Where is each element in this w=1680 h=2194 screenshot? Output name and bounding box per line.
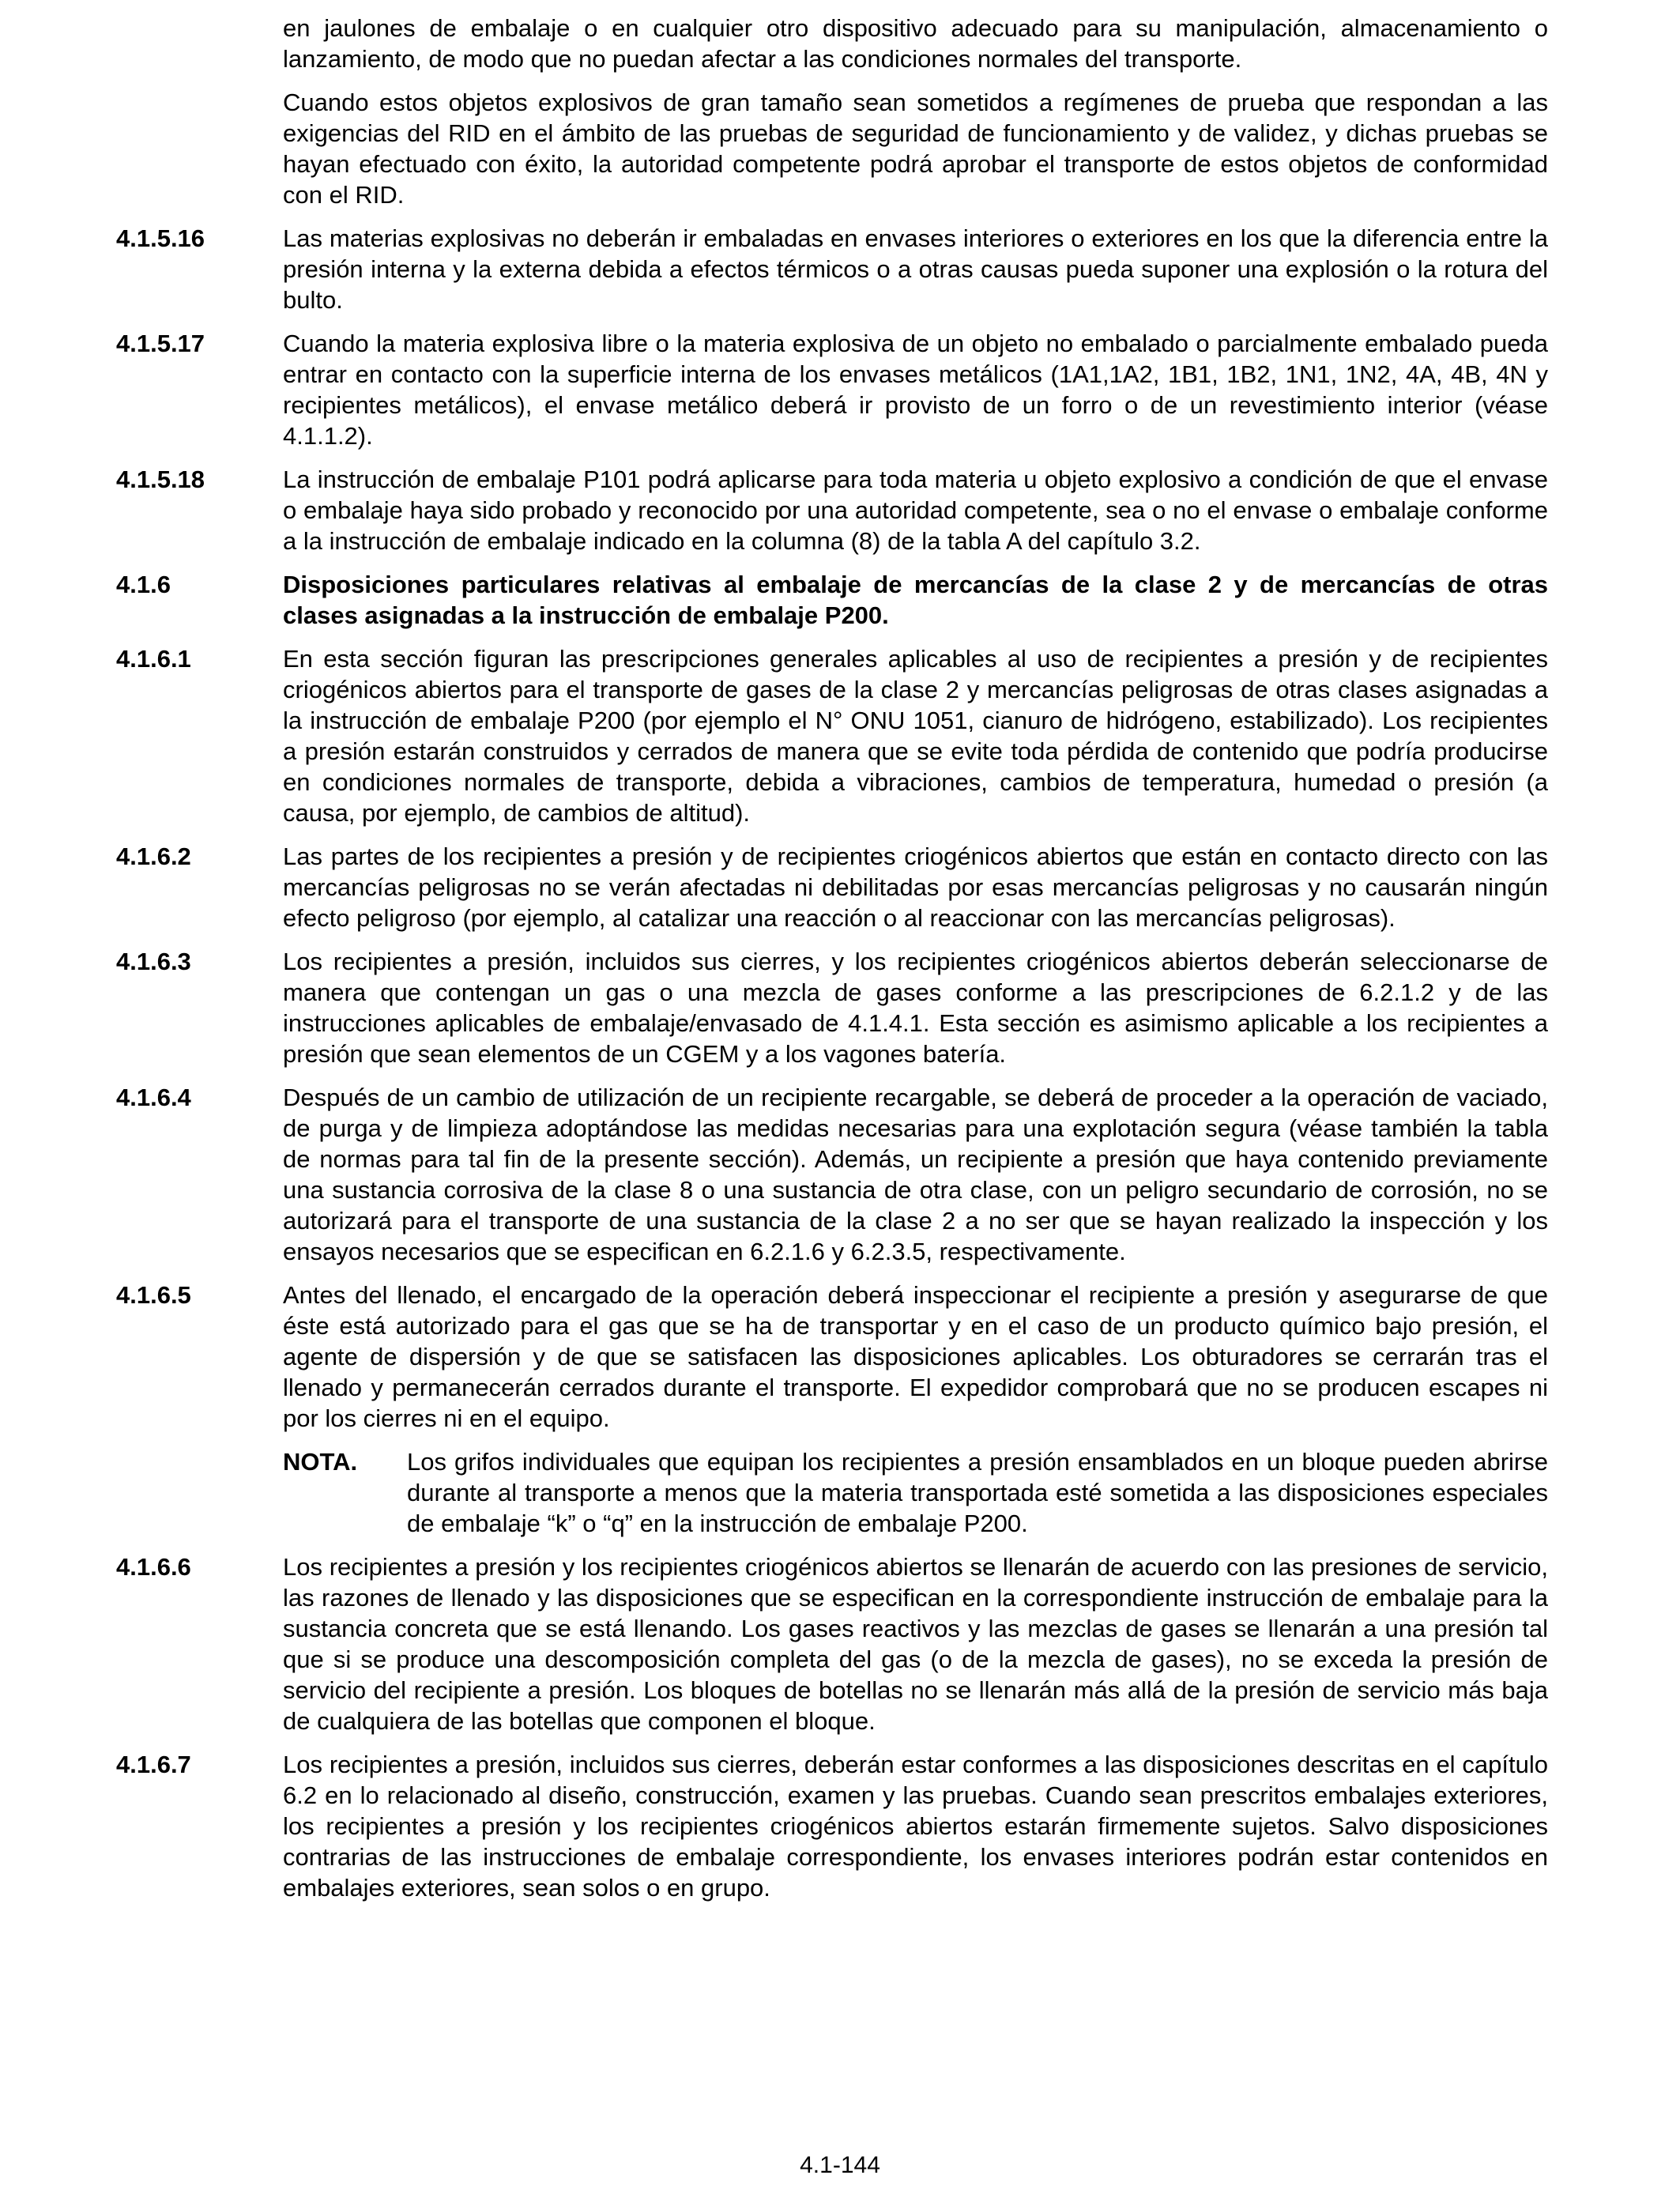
section-heading: Disposiciones particulares relativas al embalaje de mercancías de la clase 2 y de mercancías de otras clases asignadas a la instrucción de embalaje P200.: [283, 571, 1548, 629]
section-number: 4.1.5.16: [116, 224, 205, 252]
section-text: En esta sección figuran las prescripciones generales aplicables al uso de recipientes a presión y de recipientes criogénicos abiertos para el transporte de gases de la clase 2 y mercancías peligrosas de otras clases asignadas a la instrucción de embalaje P200 (por ejemplo el N° ONU 1051, cianuro de hidrógeno, estabilizado). Los recipientes a presión estarán construidos y cerrados de manera que se evite toda pérdida de contenido que podría producirse en condiciones normales de transporte, debida a vibraciones, cambios de temperatura, humedad o presión (a causa, por ejemplo, de cambios de altitud).: [283, 645, 1548, 827]
section-number: 4.1.6.5: [116, 1281, 191, 1309]
page-content: [116, 13, 1548, 1916]
section-4-1-6-3: [116, 946, 1548, 1069]
section-4-1-6-7: [116, 1749, 1548, 1903]
section-4-1-6-heading: [116, 569, 1548, 631]
section-number: 4.1.5.18: [116, 466, 205, 493]
paragraph-text: en jaulones de embalaje o en cualquier otro dispositivo adecuado para su manipulación, almacenamiento o lanzamiento, de modo que no puedan afectar a las condiciones normales del transporte.: [283, 14, 1548, 73]
section-text: Antes del llenado, el encargado de la operación deberá inspeccionar el recipiente a presión y asegurarse de que éste está autorizado para el gas que se ha de transportar y en el caso de un producto químico bajo presión, el agente de dispersión y de que se satisfacen las disposiciones aplicables. Los obturadores se cerrarán tras el llenado y permanecerán cerrados durante el transporte. El expedidor comprobará que no se producen escapes ni por los cierres ni en el equipo.: [283, 1281, 1548, 1432]
page-number: 4.1-144: [800, 2152, 880, 2178]
section-4-1-6-5: [116, 1280, 1548, 1434]
note-text: Los grifos individuales que equipan los recipientes a presión ensamblados en un bloque pueden abrirse durante al transporte a menos que la materia transportada esté sometida a las disposiciones especiales de embalaje “k” o “q” en la instrucción de embalaje P200.: [407, 1448, 1548, 1537]
note-block: [283, 1446, 1548, 1539]
section-4-1-5-18: [116, 464, 1548, 556]
section-number: 4.1.6.4: [116, 1084, 191, 1111]
section-text: Cuando la materia explosiva libre o la materia explosiva de un objeto no embalado o parcialmente embalado pueda entrar en contacto con la superficie interna de los envases metálicos (1A1,1A2, 1B1, 1B2, 1N1, 1N2, 4A, 4B, 4N y recipientes metálicos), el envase metálico deberá ir provisto de un forro o de un revestimiento interior (véase 4.1.1.2).: [283, 330, 1548, 450]
section-number: 4.1.6.1: [116, 645, 191, 673]
section-number: 4.1.6: [116, 571, 171, 598]
section-4-1-6-4: [116, 1082, 1548, 1267]
section-number: 4.1.6.3: [116, 948, 191, 975]
continuation-paragraph: [116, 87, 1548, 210]
note-label: NOTA.: [283, 1448, 358, 1476]
section-text: Después de un cambio de utilización de un recipiente recargable, se deberá de proceder a la operación de vaciado, de purga y de limpieza adoptándose las medidas necesarias para una explotación segura (véase también la tabla de normas para tal fin de la presente sección). Además, un recipiente a presión que haya contenido previamente una sustancia corrosiva de la clase 8 o una sustancia de otra clase, con un peligro secundario de corrosión, no se autorizará para el transporte de una sustancia de la clase 2 a no ser que se hayan realizado la inspección y los ensayos necesarios que se especifican en 6.2.1.6 y 6.2.3.5, respectivamente.: [283, 1084, 1548, 1265]
section-4-1-6-2: [116, 841, 1548, 933]
section-text: Los recipientes a presión, incluidos sus cierres, deberán estar conformes a las disposiciones descritas en el capítulo 6.2 en lo relacionado al diseño, construcción, examen y las pruebas. Cuando sean prescritos embalajes exteriores, los recipientes a presión y los recipientes criogénicos abiertos estarán firmemente sujetos. Salvo disposiciones contrarias de las instrucciones de embalaje correspondiente, los envases interiores podrán estar contenidos en embalajes exteriores, sean solos o en grupo.: [283, 1751, 1548, 1902]
section-text: Las partes de los recipientes a presión y de recipientes criogénicos abiertos que están en contacto directo con las mercancías peligrosas no se verán afectadas ni debilitadas por esas mercancías peligrosas y no causarán ningún efecto peligroso (por ejemplo, al catalizar una reacción o al reaccionar con las mercancías peligrosas).: [283, 843, 1548, 932]
section-text: Los recipientes a presión y los recipientes criogénicos abiertos se llenarán de acuerdo con las presiones de servicio, las razones de llenado y las disposiciones que se especifican en la correspondiente instrucción de embalaje para la sustancia concreta que se está llenando. Los gases reactivos y las mezclas de gases se llenarán a una presión tal que si se produce una descomposición completa del gas (o de la mezcla de gases), no se exceda la presión de servicio del recipiente a presión. Los bloques de botellas no se llenarán más allá de la presión de servicio más baja de cualquiera de las botellas que componen el bloque.: [283, 1553, 1548, 1735]
section-text: Las materias explosivas no deberán ir embaladas en envases interiores o exteriores en los que la diferencia entre la presión interna y la externa debida a efectos térmicos o a otras causas pueda suponer una explosión o la rotura del bulto.: [283, 224, 1548, 314]
section-number: 4.1.6.2: [116, 843, 191, 870]
section-text: La instrucción de embalaje P101 podrá aplicarse para toda materia u objeto explosivo a condición de que el envase o embalaje haya sido probado y reconocido por una autoridad competente, sea o no el envase o embalaje conforme a la instrucción de embalaje indicado en la columna (8) de la tabla A del capítulo 3.2.: [283, 466, 1548, 555]
section-4-1-6-1: [116, 643, 1548, 828]
section-4-1-6-6: [116, 1551, 1548, 1736]
section-number: 4.1.5.17: [116, 330, 205, 357]
section-text: Los recipientes a presión, incluidos sus cierres, y los recipientes criogénicos abiertos deberán seleccionarse de manera que contengan un gas o una mezcla de gases conforme a las prescripciones de 6.2.1.2 y de las instrucciones aplicables de embalaje/envasado de 4.1.4.1. Esta sección es asimismo aplicable a los recipientes a presión que sean elementos de un CGEM y a los vagones batería.: [283, 948, 1548, 1068]
section-4-1-5-16: [116, 223, 1548, 315]
section-number: 4.1.6.7: [116, 1751, 191, 1778]
section-4-1-5-17: [116, 328, 1548, 451]
paragraph-text: Cuando estos objetos explosivos de gran tamaño sean sometidos a regímenes de prueba que respondan a las exigencias del RID en el ámbito de las pruebas de seguridad de funcionamiento y de validez, y dichas pruebas se hayan efectuado con éxito, la autoridad competente podrá aprobar el transporte de estos objetos de conformidad con el RID.: [283, 89, 1548, 209]
section-number: 4.1.6.6: [116, 1553, 191, 1581]
continuation-paragraph: [116, 13, 1548, 74]
